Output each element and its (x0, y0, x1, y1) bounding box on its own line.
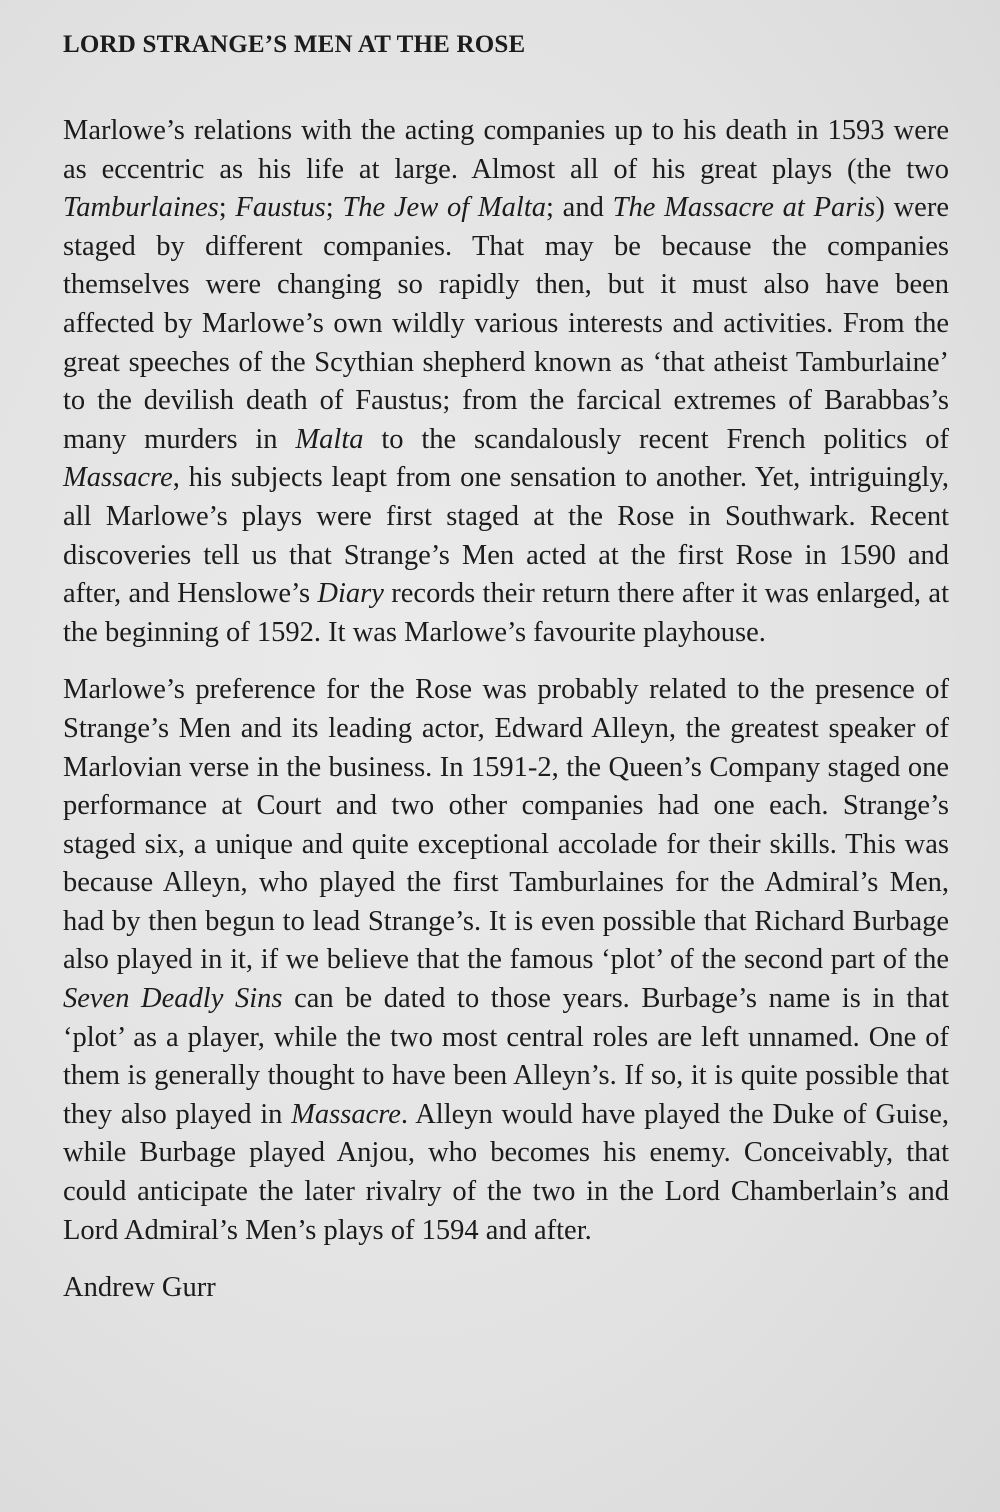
italic-title: Diary (317, 578, 384, 610)
text-run: Marlowe’s relations with the acting companies up to his death in 1593 were as eccentric as his life at large. Almost all of his great plays (the two (63, 115, 949, 185)
paragraph (63, 112, 949, 652)
italic-title: Malta (295, 423, 364, 455)
text-run: Marlowe’s preference for the Rose was probably related to the presence of Strange’s Men and its leading actor, Edward Alleyn, the greatest speaker of Marlovian verse in the business. In 1591-2, the Queen’s Company staged one performance at Court and two other companies had one each. Strange’s staged six, a unique and quite exceptional accolade for their skills. This was because Alleyn, who played the first Tamburlaines for the Admiral’s Men, had by then begun to lead Strange’s. It is even possible that Richard Burbage also played in it, if we believe that the famous ‘plot’ of the second part of the (63, 674, 949, 976)
text-run: can be dated to those years. Burbage’s name is in that ‘plot’ as a player, while the two most central roles are left unnamed. One of them is generally thought to have been Alleyn’s. If so, it is quite possible that they also played in (63, 983, 949, 1130)
italic-title: The Jew of Malta (342, 192, 546, 224)
italic-title: Massacre (291, 1098, 401, 1130)
text-run: . Alleyn would have played the Duke of Guise, while Burbage played Anjou, who becomes his enemy. Conceivably, that could anticipate the later rivalry of the two in the Lord Chamberlain’s and Lord Admiral’s Men’s plays of 1594 and after. (63, 1098, 949, 1246)
body-text (63, 112, 949, 1250)
text-run: ) were staged by different companies. That may be because the companies themselves were changing so rapidly then, but it must also have been affected by Marlowe’s own wildly various interests and activities. From the great speeches of the Scythian shepherd known as ‘that atheist Tamburlaine’ to the devilish death of Faustus; from the farcical extremes of Barabbas’s many murders in (63, 192, 949, 455)
text-run: ; and (545, 192, 613, 224)
text-run: records their return there after it was enlarged, at the beginning of 1592. It was Marlowe’s favourite playhouse. (63, 578, 949, 648)
italic-title: The Massacre at Paris (612, 192, 876, 224)
italic-title: Faustus (235, 192, 326, 224)
text-run: ; (325, 192, 343, 224)
text-run: to the scandalously recent French politics of (363, 423, 949, 455)
paragraph (63, 671, 949, 1250)
italic-title: Massacre (63, 462, 173, 494)
page (63, 30, 949, 1308)
italic-title: Tamburlaines (63, 192, 219, 224)
text-run: , his subjects leapt from one sensation to another. Yet, intriguingly, all Marlowe’s plays were first staged at the Rose in Southwark. Recent discoveries tell us that Strange’s Men acted at the first Rose in 1590 and after, and Henslowe’s (63, 462, 949, 610)
italic-title: Seven Deadly Sins (63, 983, 283, 1015)
author-signature: Andrew Gurr (63, 1272, 216, 1304)
section-heading: LORD STRANGE’S MEN AT THE ROSE (63, 31, 526, 58)
text-run: ; (218, 192, 236, 224)
